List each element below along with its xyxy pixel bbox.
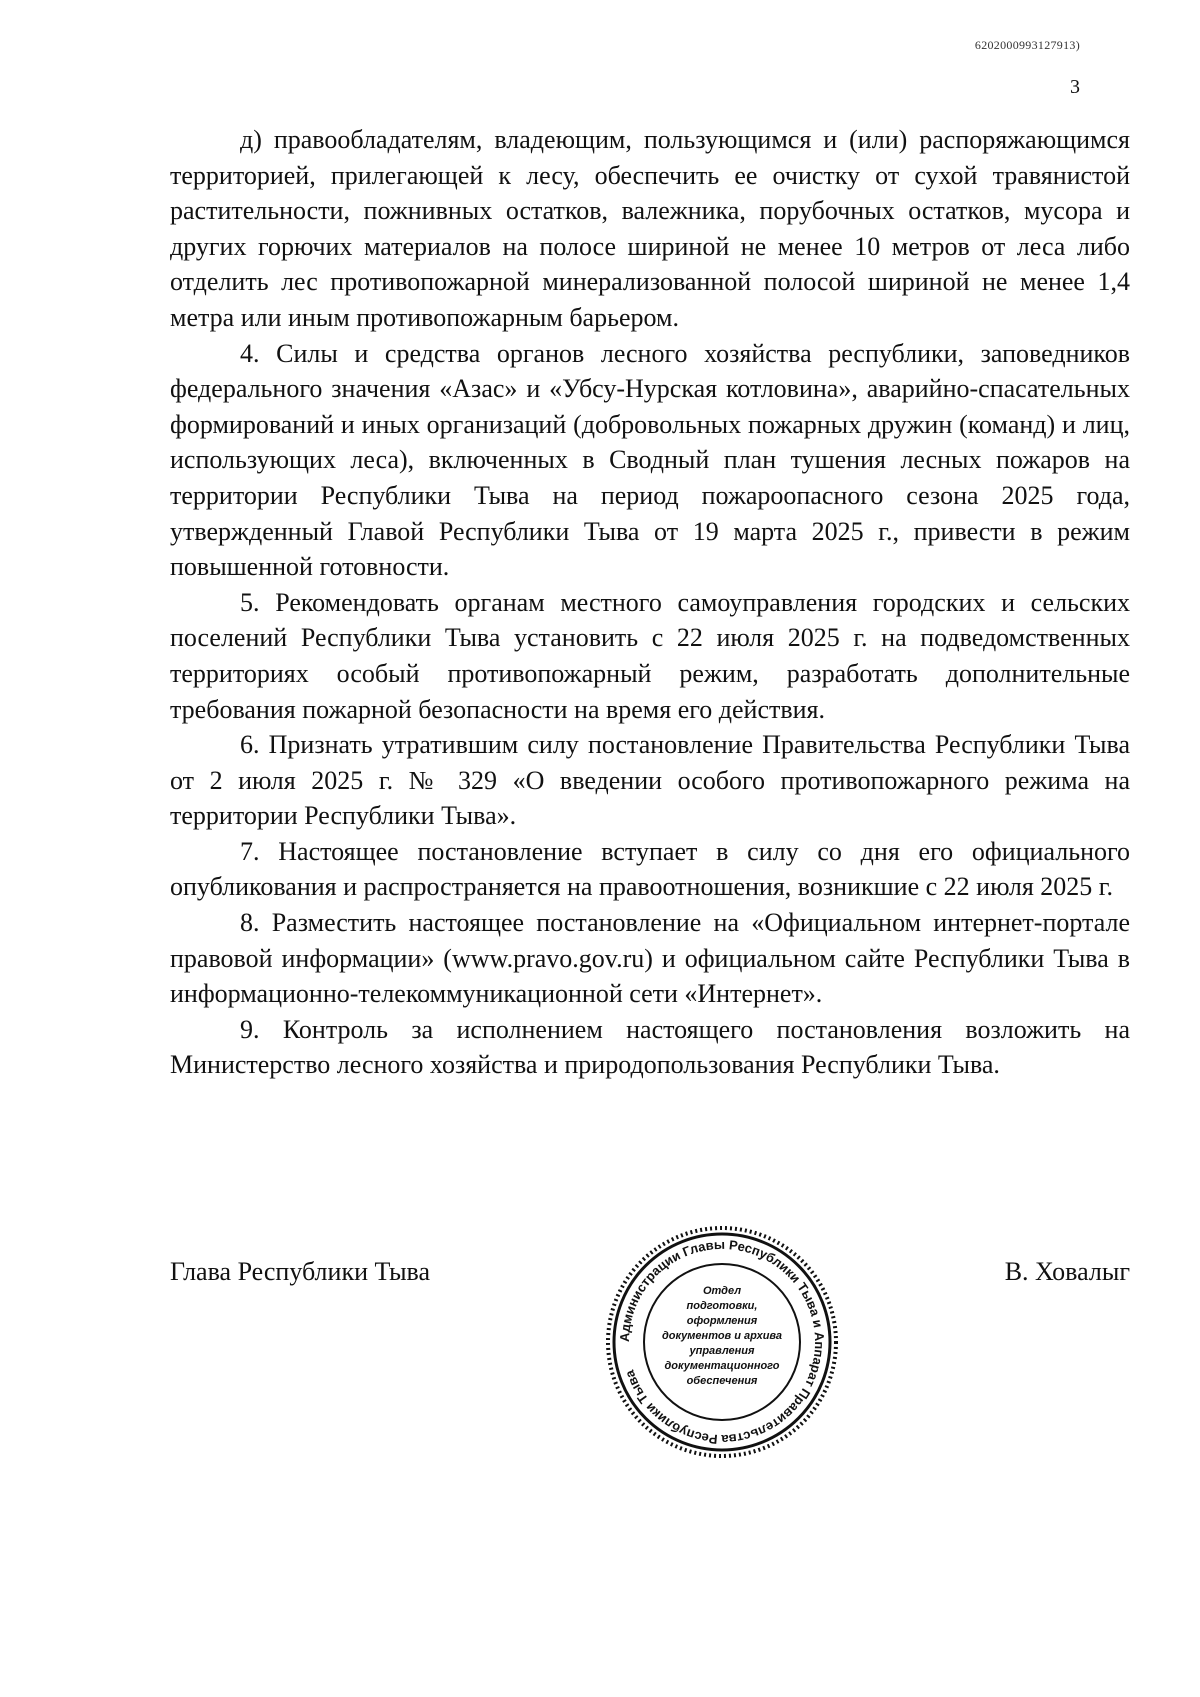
- seal-line-6: документационного: [664, 1360, 780, 1372]
- paragraph-4: 4. Силы и средства органов лесного хозяйства республики, заповедников федерального значения «Азас» и «Убсу-Нурская котловина», аварийно-спасательных формирований и иных организаций (добровольных пожарных дружин (команд) и лиц, использующих леса), включенных в Сводный план тушения лесных пожаров на территории Республики Тыва на период пожароопасного сезона 2025 года, утвержденный Главой Республики Тыва от 19 марта 2025 г., привести в режим повышенной готовности.: [170, 338, 1130, 582]
- paragraph-d: д) правообладателям, владеющим, пользующимся и (или) распоряжающимся территорией, прилегающей к лесу, обеспечить ее очистку от сухой травянистой растительности, пожнивных остатков, валежника, порубочных остатков, мусора и других горючих материалов на полосе шириной не менее 10 метров от леса либо отделить лес противопожарной минерализованной полосой шириной не менее 1,4 метра или иным противопожарным барьером.: [170, 125, 1130, 332]
- seal-ring-text: Администрации Главы Республики Тыва и Аппарат Правительства Республики Тыва: [616, 1236, 828, 1448]
- seal-ring: [614, 1234, 830, 1450]
- seal-graphic: [602, 1222, 842, 1462]
- seal-line-5: управления: [689, 1345, 755, 1357]
- document-id: 6202000993127913): [974, 38, 1080, 52]
- page-number: 3: [1070, 76, 1080, 98]
- seal-line-1: Отдел: [702, 1285, 742, 1297]
- signatory-name: В. Ховалыг: [1004, 1257, 1130, 1286]
- paragraph-6: 6. Признать утратившим силу постановление Правительства Республики Тыва от 2 июля 2025 г. № 329 «О введении особого противопожарного режима на территории Республики Тыва».: [170, 730, 1130, 831]
- seal-line-4: документов и архива: [661, 1330, 783, 1342]
- paragraph-5: 5. Рекомендовать органам местного самоуправления городских и сельских поселений Республики Тыва установить с 22 июля 2025 г. на подведомственных территориях особый противопожарный режим, разработать дополнительные требования пожарной безопасности на время его действия.: [170, 587, 1130, 724]
- seal-outer-ring: [608, 1228, 836, 1456]
- official-seal: [602, 1222, 842, 1462]
- seal-line-3: оформления: [686, 1315, 758, 1327]
- seal-line-7: обеспечения: [686, 1375, 758, 1387]
- paragraph-7: 7. Настоящее постановление вступает в силу со дня его официального опубликования и распространяется на правоотношения, возникшие с 22 июля 2025 г.: [170, 836, 1130, 902]
- paragraph-9: 9. Контроль за исполнением настоящего постановления возложить на Министерство лесного хозяйства и природопользования Республики Тыва.: [170, 1014, 1130, 1080]
- seal-line-2: подготовки,: [686, 1300, 758, 1312]
- signatory-position: Глава Республики Тыва: [170, 1257, 431, 1286]
- paragraph-8: 8. Разместить настоящее постановление на «Официальном интернет-портале правовой информации» (www.pravo.gov.ru) и официальном сайте Республики Тыва в информационно-телекоммуникационной сети «Интернет».: [170, 908, 1130, 1009]
- document-body: [170, 122, 1130, 1083]
